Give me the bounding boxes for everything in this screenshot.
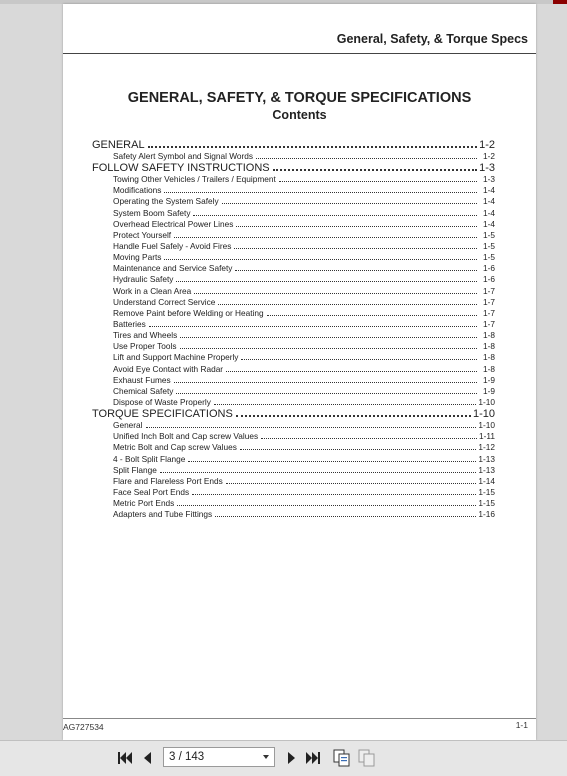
- toc-entry-title: Overhead Electrical Power Lines: [113, 218, 234, 229]
- toc-entry-title: Moving Parts: [113, 252, 162, 263]
- toc-entry-page: 1-2: [483, 151, 495, 161]
- toc-entry-title: Face Seal Port Ends: [113, 486, 190, 497]
- toc-entry-page: 1-7: [483, 307, 495, 318]
- toc-entry[interactable]: [92, 397, 495, 408]
- toc-entry-title: Hydraulic Safety: [113, 274, 174, 285]
- toc-entry-page: 1-5: [483, 240, 495, 251]
- toc-section-entry[interactable]: [92, 408, 495, 420]
- toc-entry[interactable]: [92, 319, 495, 330]
- toc-leader-dots: [226, 483, 477, 484]
- toc-entry-page: 1-14: [478, 475, 495, 486]
- page-subtitle: Contents: [272, 108, 327, 122]
- toc-entry-title: Unified Inch Bolt and Cap screw Values: [113, 431, 259, 442]
- first-page-icon[interactable]: [116, 749, 134, 767]
- toc-entry-title: Flare and Flareless Port Ends: [113, 475, 223, 486]
- toc-leader-dots: [261, 438, 477, 439]
- toc-leader-dots: [194, 293, 477, 294]
- toc-entry-title: Dispose of Waste Properly: [113, 396, 211, 407]
- toc-leader-dots: [241, 359, 477, 360]
- toc-entry[interactable]: [92, 498, 495, 509]
- footer-page-number: 1-1: [515, 720, 528, 730]
- toc-entry[interactable]: [92, 208, 495, 219]
- toc-leader-dots: [256, 158, 477, 159]
- toc-entry-page: 1-9: [483, 374, 495, 385]
- last-page-icon[interactable]: [304, 749, 322, 767]
- toc-entry-page: 1-7: [483, 296, 495, 307]
- toc-entry[interactable]: [92, 196, 495, 207]
- toc-entry[interactable]: [92, 476, 495, 487]
- toc-entry-title: Tires and Wheels: [113, 330, 178, 341]
- toc-leader-dots: [235, 270, 477, 271]
- toc-entry-page: 1-4: [483, 218, 495, 229]
- toc-leader-dots: [176, 393, 477, 394]
- toc-entry-page: 1-12: [478, 442, 495, 453]
- toc-entry-title: Understand Correct Service: [113, 296, 216, 307]
- toc-leader-dots: [188, 461, 476, 462]
- toc-entry-title: System Boom Safety: [113, 207, 191, 218]
- toc-entry[interactable]: [92, 487, 495, 498]
- toc-leader-dots: [193, 215, 477, 216]
- toc-entry-page: 1-10: [472, 408, 495, 421]
- toc-entry[interactable]: [92, 230, 495, 241]
- toc-entry-page: 1-7: [483, 318, 495, 329]
- toc-entry-title: 4 - Bolt Split Flange: [113, 453, 186, 464]
- toc-entry-page: 1-6: [483, 263, 495, 274]
- toc-entry-title: Maintenance and Service Safety: [113, 263, 233, 274]
- toc-entry-page: 1-11: [479, 431, 495, 442]
- toc-leader-dots: [160, 472, 477, 473]
- toc-leader-dots: [226, 371, 477, 372]
- toc-entry[interactable]: [92, 219, 495, 230]
- toc-entry[interactable]: [92, 341, 495, 352]
- toc-entry[interactable]: [92, 420, 495, 431]
- toc-entry-page: 1-9: [483, 385, 495, 396]
- chevron-down-icon: [263, 755, 269, 759]
- toc-entry[interactable]: [92, 375, 495, 386]
- toc-leader-dots: [236, 226, 477, 227]
- table-of-contents: [92, 139, 495, 520]
- toc-entry-page: 1-7: [483, 285, 495, 296]
- toc-entry[interactable]: [92, 263, 495, 274]
- toc-entry[interactable]: [92, 386, 495, 397]
- toc-entry[interactable]: [92, 174, 495, 185]
- toc-entry-page: 1-15: [478, 486, 495, 497]
- toc-leader-dots: [222, 203, 477, 204]
- copy-icon[interactable]: [333, 749, 351, 767]
- toc-leader-dots: [174, 382, 477, 383]
- toc-entry-title: FOLLOW SAFETY INSTRUCTIONS: [92, 162, 270, 175]
- toc-leader-dots: [218, 304, 477, 305]
- toc-entry-page: 1-6: [483, 274, 495, 285]
- toc-entry-title: TORQUE SPECIFICATIONS: [92, 408, 233, 421]
- toc-entry-page: 1-10: [478, 420, 495, 431]
- toc-entry-title: Avoid Eye Contact with Radar: [113, 363, 224, 374]
- toc-entry[interactable]: [92, 274, 495, 285]
- toc-entry-page: 1-13: [478, 464, 495, 475]
- toc-entry[interactable]: [92, 509, 495, 520]
- toc-entry-title: Towing Other Vehicles / Trailers / Equipment: [113, 174, 276, 185]
- toc-entry-page: 1-2: [479, 139, 495, 151]
- toc-entry-title: Metric Port Ends: [113, 498, 175, 509]
- toc-entry-page: 1-4: [483, 207, 495, 218]
- footer-document-code: AG727534: [63, 722, 104, 732]
- toc-entry-page: 1-16: [478, 509, 495, 520]
- toc-entry-page: 1-4: [483, 185, 495, 196]
- toc-entry[interactable]: [92, 151, 495, 162]
- toc-entry-title: Batteries: [113, 318, 146, 329]
- toc-entry[interactable]: [92, 431, 495, 442]
- previous-page-icon[interactable]: [138, 749, 156, 767]
- toc-entry-title: Work in a Clean Area: [113, 285, 192, 296]
- toc-entry-page: 1-13: [478, 453, 495, 464]
- toc-entry-title: Protect Yourself: [113, 229, 172, 240]
- toc-entry-page: 1-4: [483, 196, 495, 207]
- toc-leader-dots: [177, 505, 476, 506]
- toc-entry-page: 1-5: [483, 229, 495, 240]
- toc-entry-title: GENERAL: [92, 139, 145, 151]
- toc-leader-dots: [180, 348, 478, 349]
- viewer-toolbar: [0, 740, 567, 776]
- running-header: General, Safety, & Torque Specs: [336, 32, 528, 46]
- toc-entry[interactable]: [92, 454, 495, 465]
- page-selector[interactable]: [163, 747, 275, 767]
- toc-entry[interactable]: [92, 241, 495, 252]
- toc-entry-title: Operating the System Safely: [113, 196, 219, 207]
- page-title: GENERAL, SAFETY, & TORQUE SPECIFICATIONS: [127, 90, 472, 106]
- toc-entry[interactable]: [92, 308, 495, 319]
- toc-leader-dots: [234, 248, 477, 249]
- toc-entry-title: Use Proper Tools: [113, 341, 177, 352]
- toc-leader-dots: [236, 415, 471, 417]
- toc-entry-page: 1-8: [483, 363, 495, 374]
- toc-entry[interactable]: [92, 297, 495, 308]
- toc-entry-title: Exhaust Fumes: [113, 374, 171, 385]
- toc-entry[interactable]: [92, 364, 495, 375]
- toc-entry-title: Lift and Support Machine Properly: [113, 352, 239, 363]
- toc-entry-title: Split Flange: [113, 464, 157, 475]
- toc-entry[interactable]: [92, 286, 495, 297]
- toc-entry-page: 1-15: [478, 498, 495, 509]
- toc-entry-title: Remove Paint before Welding or Heating: [113, 307, 264, 318]
- toc-leader-dots: [214, 404, 476, 405]
- toc-leader-dots: [240, 449, 477, 450]
- toc-leader-dots: [176, 281, 477, 282]
- toc-entry-title: Adapters and Tube Fittings: [113, 509, 213, 520]
- toc-entry-title: Safety Alert Symbol and Signal Words: [113, 151, 254, 161]
- next-page-icon[interactable]: [283, 749, 301, 767]
- toc-leader-dots: [149, 326, 477, 327]
- page-indicator: 3 / 143: [169, 751, 205, 763]
- toc-entry-title: Metric Bolt and Cap screw Values: [113, 442, 237, 453]
- toc-leader-dots: [164, 192, 477, 193]
- toc-entry[interactable]: [92, 185, 495, 196]
- toc-entry-title: Chemical Safety: [113, 385, 174, 396]
- toc-entry-title: Modifications: [113, 185, 162, 196]
- toc-entry[interactable]: [92, 465, 495, 476]
- toc-entry-page: 1-3: [483, 174, 495, 185]
- toc-leader-dots: [267, 315, 477, 316]
- toc-leader-dots: [192, 494, 476, 495]
- toc-entry-title: Handle Fuel Safely - Avoid Fires: [113, 240, 232, 251]
- window-accent: [553, 0, 567, 4]
- toc-leader-dots: [273, 169, 477, 171]
- toc-section-entry[interactable]: [92, 139, 495, 151]
- toc-leader-dots: [215, 516, 476, 517]
- toc-entry[interactable]: [92, 442, 495, 453]
- toc-entry-page: 1-5: [483, 252, 495, 263]
- toc-section-entry[interactable]: [92, 162, 495, 174]
- toc-leader-dots: [146, 427, 477, 428]
- document-page: [63, 4, 536, 740]
- toc-entry[interactable]: [92, 352, 495, 363]
- toc-entry[interactable]: [92, 252, 495, 263]
- toc-leader-dots: [279, 181, 477, 182]
- toc-leader-dots: [164, 259, 477, 260]
- toc-entry-page: 1-3: [479, 162, 495, 175]
- toc-entry-page: 1-8: [483, 352, 495, 363]
- toc-entry-page: 1-8: [483, 330, 495, 341]
- toc-entry[interactable]: [92, 330, 495, 341]
- footer-rule: [63, 718, 536, 719]
- toc-leader-dots: [148, 146, 477, 148]
- toc-leader-dots: [174, 237, 477, 238]
- toc-entry-title: General: [113, 420, 143, 431]
- toc-entry-page: 1-8: [483, 341, 495, 352]
- multi-page-icon[interactable]: [358, 749, 376, 767]
- header-rule: [63, 53, 536, 54]
- toc-leader-dots: [180, 337, 477, 338]
- toc-entry-page: 1-10: [478, 396, 495, 407]
